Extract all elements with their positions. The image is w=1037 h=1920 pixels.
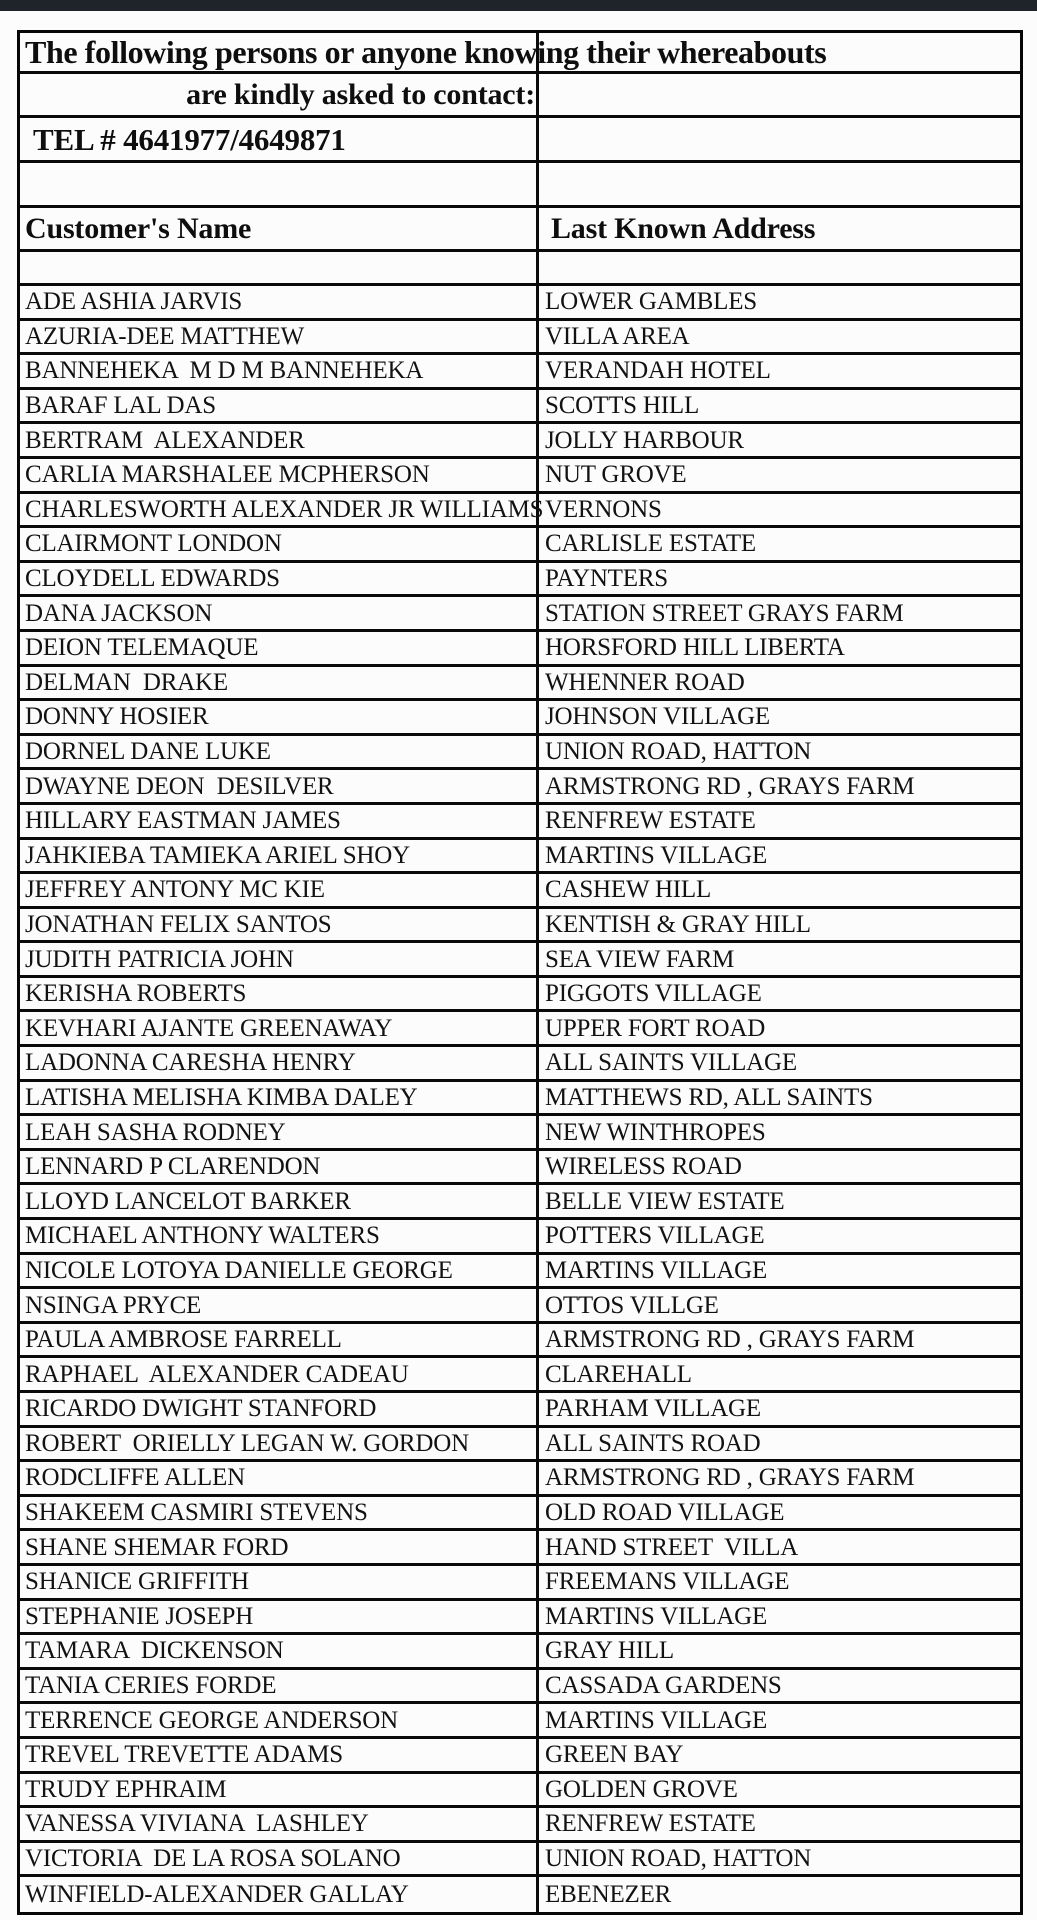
table-row xyxy=(20,736,1020,771)
customer-name: BANNEHEKA M D M BANNEHEKA xyxy=(25,357,424,385)
last-known-address-cell xyxy=(539,874,1020,906)
customer-name: KEVHARI AJANTE GREENAWAY xyxy=(25,1014,393,1042)
customer-name: NSINGA PRYCE xyxy=(25,1291,202,1319)
customer-name-cell xyxy=(20,1635,539,1667)
customer-name-cell xyxy=(20,1670,539,1702)
customer-name: DONNY HOSIER xyxy=(25,703,209,731)
blank-row xyxy=(20,163,1020,208)
empty-cell xyxy=(539,252,1020,283)
last-known-address: WIRELESS ROAD xyxy=(545,1153,742,1181)
last-known-address: BELLE VIEW ESTATE xyxy=(545,1187,785,1215)
customer-name-cell xyxy=(20,494,544,526)
empty-cell xyxy=(539,33,1020,71)
last-known-address: JOLLY HARBOUR xyxy=(545,426,744,454)
table-row xyxy=(20,840,1020,875)
customer-name: RODCLIFFE ALLEN xyxy=(25,1464,245,1492)
table-row xyxy=(20,1739,1020,1774)
customer-name: RICARDO DWIGHT STANFORD xyxy=(25,1395,377,1423)
customer-name: TRUDY EPHRAIM xyxy=(25,1775,227,1803)
last-known-address-cell xyxy=(539,1220,1020,1252)
customer-name: SHAKEEM CASMIRI STEVENS xyxy=(25,1499,368,1527)
table-row xyxy=(20,1324,1020,1359)
notice-title: The following persons or anyone knowing their whereabouts xyxy=(25,34,827,70)
last-known-address: ARMSTRONG RD , GRAYS FARM xyxy=(545,1464,915,1492)
customer-name: CHARLESWORTH ALEXANDER JR WILLIAMS xyxy=(25,495,544,523)
customer-name: LLOYD LANCELOT BARKER xyxy=(25,1187,351,1215)
last-known-address: ALL SAINTS VILLAGE xyxy=(545,1049,797,1077)
table-row xyxy=(20,321,1020,356)
last-known-address: UNION ROAD, HATTON xyxy=(545,738,812,766)
customer-name-cell xyxy=(20,1358,539,1390)
customer-name: RAPHAEL ALEXANDER CADEAU xyxy=(25,1360,409,1388)
customer-name-cell xyxy=(20,667,539,699)
customer-name-cell xyxy=(20,701,539,733)
table-row xyxy=(20,1497,1020,1532)
customer-name-cell xyxy=(20,1877,539,1912)
last-known-address-cell xyxy=(539,1082,1020,1114)
table-row xyxy=(20,459,1020,494)
customer-name-cell xyxy=(20,1566,539,1598)
last-known-address: HAND STREET VILLA xyxy=(545,1533,799,1561)
customer-name: BERTRAM ALEXANDER xyxy=(25,426,305,454)
table-row xyxy=(20,770,1020,805)
customer-name: TANIA CERIES FORDE xyxy=(25,1672,277,1700)
customer-name: LADONNA CARESHA HENRY xyxy=(25,1049,356,1077)
customer-name-cell xyxy=(20,1047,539,1079)
customer-name-cell xyxy=(20,1462,539,1494)
customer-name-cell xyxy=(20,1808,539,1840)
column-header-last-known-address-cell xyxy=(539,208,1020,249)
customer-rows xyxy=(20,286,1020,1912)
customer-name: MICHAEL ANTHONY WALTERS xyxy=(25,1222,380,1250)
table-row xyxy=(20,1047,1020,1082)
table-row xyxy=(20,1393,1020,1428)
last-known-address-cell xyxy=(539,805,1020,837)
customer-name-cell xyxy=(20,1704,539,1736)
customer-name-cell xyxy=(20,805,539,837)
table-row xyxy=(20,390,1020,425)
last-known-address-cell xyxy=(539,355,1020,387)
whereabouts-notice-table xyxy=(17,30,1023,1915)
customer-name-cell xyxy=(20,1497,539,1529)
customer-name: ADE ASHIA JARVIS xyxy=(25,288,243,316)
customer-name-cell xyxy=(20,1116,539,1148)
customer-name-cell xyxy=(20,286,539,318)
customer-name-cell xyxy=(20,736,539,768)
table-row xyxy=(20,1358,1020,1393)
table-row xyxy=(20,528,1020,563)
notice-phone-row xyxy=(20,118,1020,163)
notice-title-cell xyxy=(20,33,827,71)
table-row xyxy=(20,1774,1020,1809)
last-known-address-cell xyxy=(539,286,1020,318)
customer-name: AZURIA-DEE MATTHEW xyxy=(25,322,304,350)
customer-name-cell xyxy=(20,1151,539,1183)
last-known-address-cell xyxy=(539,597,1020,629)
customer-name-cell xyxy=(20,424,539,456)
last-known-address-cell xyxy=(539,1601,1020,1633)
customer-name-cell xyxy=(20,943,539,975)
last-known-address: OTTOS VILLGE xyxy=(545,1291,719,1319)
last-known-address: VERANDAH HOTEL xyxy=(545,357,771,385)
last-known-address: GRAY HILL xyxy=(545,1637,674,1665)
notice-title-row xyxy=(20,33,1020,74)
last-known-address-cell xyxy=(539,1808,1020,1840)
last-known-address-cell xyxy=(539,1255,1020,1287)
customer-name: VICTORIA DE LA ROSA SOLANO xyxy=(25,1845,401,1873)
last-known-address: GREEN BAY xyxy=(545,1741,684,1769)
customer-name-cell xyxy=(20,1531,539,1563)
last-known-address: STATION STREET GRAYS FARM xyxy=(545,599,904,627)
last-known-address-cell xyxy=(539,321,1020,353)
customer-name-cell xyxy=(20,1185,539,1217)
last-known-address-cell xyxy=(539,909,1020,941)
last-known-address: MARTINS VILLAGE xyxy=(545,1256,768,1284)
table-row xyxy=(20,1289,1020,1324)
table-row xyxy=(20,563,1020,598)
last-known-address: CLAREHALL xyxy=(545,1360,692,1388)
customer-name: PAULA AMBROSE FARRELL xyxy=(25,1326,342,1354)
last-known-address: VERNONS xyxy=(545,495,662,523)
customer-name: BARAF LAL DAS xyxy=(25,392,216,420)
last-known-address-cell xyxy=(539,978,1020,1010)
notice-contact-line: are kindly asked to contact: xyxy=(186,77,535,111)
customer-name-cell xyxy=(20,563,539,595)
table-row xyxy=(20,1531,1020,1566)
customer-name-cell xyxy=(20,1774,539,1806)
last-known-address-cell xyxy=(539,1877,1020,1912)
customer-name: LATISHA MELISHA KIMBA DALEY xyxy=(25,1083,418,1111)
customer-name-cell xyxy=(20,1601,539,1633)
customer-name-cell xyxy=(20,390,539,422)
table-row xyxy=(20,1843,1020,1878)
table-row xyxy=(20,424,1020,459)
customer-name: TREVEL TREVETTE ADAMS xyxy=(25,1741,344,1769)
last-known-address: SEA VIEW FARM xyxy=(545,945,735,973)
last-known-address-cell xyxy=(539,840,1020,872)
last-known-address-cell xyxy=(539,1358,1020,1390)
customer-name-cell xyxy=(20,1082,539,1114)
table-row xyxy=(20,1116,1020,1151)
column-header-customer-name-cell xyxy=(20,208,539,249)
last-known-address-cell xyxy=(539,1774,1020,1806)
last-known-address: PARHAM VILLAGE xyxy=(545,1395,761,1423)
last-known-address-cell xyxy=(539,1289,1020,1321)
table-row xyxy=(20,943,1020,978)
table-row xyxy=(20,1808,1020,1843)
last-known-address-cell xyxy=(539,1151,1020,1183)
last-known-address-cell xyxy=(539,1185,1020,1217)
customer-name-cell xyxy=(20,1289,539,1321)
table-row xyxy=(20,632,1020,667)
empty-cell xyxy=(539,74,1020,115)
last-known-address-cell xyxy=(539,1428,1020,1460)
last-known-address-cell xyxy=(539,667,1020,699)
table-row xyxy=(20,805,1020,840)
last-known-address: UPPER FORT ROAD xyxy=(545,1014,766,1042)
last-known-address-cell xyxy=(539,1739,1020,1771)
customer-name-cell xyxy=(20,459,539,491)
table-row xyxy=(20,1255,1020,1290)
customer-name-cell xyxy=(20,321,539,353)
customer-name: JONATHAN FELIX SANTOS xyxy=(25,910,332,938)
notice-phone-cell xyxy=(20,118,539,160)
last-known-address: ALL SAINTS ROAD xyxy=(545,1429,761,1457)
table-row xyxy=(20,1428,1020,1463)
last-known-address: CARLISLE ESTATE xyxy=(545,530,756,558)
last-known-address-cell xyxy=(539,1704,1020,1736)
customer-name-cell xyxy=(20,528,539,560)
empty-cell xyxy=(539,118,1020,160)
customer-name: TERRENCE GEORGE ANDERSON xyxy=(25,1706,398,1734)
table-row xyxy=(20,597,1020,632)
customer-name: JAHKIEBA TAMIEKA ARIEL SHOY xyxy=(25,841,410,869)
table-row xyxy=(20,1670,1020,1705)
customer-name-cell xyxy=(20,355,539,387)
customer-name: DWAYNE DEON DESILVER xyxy=(25,772,334,800)
last-known-address-cell xyxy=(539,632,1020,664)
customer-name: DELMAN DRAKE xyxy=(25,668,228,696)
customer-name: SHANE SHEMAR FORD xyxy=(25,1533,289,1561)
empty-cell xyxy=(20,163,539,205)
table-row xyxy=(20,1635,1020,1670)
last-known-address: PIGGOTS VILLAGE xyxy=(545,980,762,1008)
customer-name-cell xyxy=(20,909,539,941)
column-header-customer-name: Customer's Name xyxy=(25,211,252,245)
customer-name: JEFFREY ANTONY MC KIE xyxy=(25,876,325,904)
last-known-address: UNION ROAD, HATTON xyxy=(545,1845,812,1873)
customer-name-cell xyxy=(20,1220,539,1252)
last-known-address-cell xyxy=(539,701,1020,733)
last-known-address: MARTINS VILLAGE xyxy=(545,1602,768,1630)
table-row xyxy=(20,874,1020,909)
last-known-address-cell xyxy=(539,528,1020,560)
table-row xyxy=(20,978,1020,1013)
customer-name: KERISHA ROBERTS xyxy=(25,980,247,1008)
customer-name-cell xyxy=(20,1324,539,1356)
customer-name: DANA JACKSON xyxy=(25,599,213,627)
notice-phone-number: TEL # 4641977/4649871 xyxy=(33,121,346,157)
last-known-address-cell xyxy=(539,1393,1020,1425)
last-known-address-cell xyxy=(539,1531,1020,1563)
table-row xyxy=(20,667,1020,702)
last-known-address-cell xyxy=(539,563,1020,595)
table-row xyxy=(20,1704,1020,1739)
last-known-address: JOHNSON VILLAGE xyxy=(545,703,771,731)
last-known-address: FREEMANS VILLAGE xyxy=(545,1568,790,1596)
last-known-address-cell xyxy=(539,494,1020,526)
last-known-address-cell xyxy=(539,1012,1020,1044)
customer-name: CLOYDELL EDWARDS xyxy=(25,565,280,593)
last-known-address: POTTERS VILLAGE xyxy=(545,1222,765,1250)
customer-name: LENNARD P CLARENDON xyxy=(25,1153,321,1181)
column-header-last-known-address: Last Known Address xyxy=(551,211,816,245)
last-known-address: RENFREW ESTATE xyxy=(545,807,756,835)
last-known-address-cell xyxy=(539,1462,1020,1494)
customer-name-cell xyxy=(20,1012,539,1044)
table-row xyxy=(20,1220,1020,1255)
customer-name: HILLARY EASTMAN JAMES xyxy=(25,807,341,835)
last-known-address-cell xyxy=(539,943,1020,975)
last-known-address: GOLDEN GROVE xyxy=(545,1775,738,1803)
empty-cell xyxy=(20,252,539,283)
notice-contact-row xyxy=(20,74,1020,118)
customer-name-cell xyxy=(20,632,539,664)
last-known-address: MARTINS VILLAGE xyxy=(545,841,768,869)
customer-name: SHANICE GRIFFITH xyxy=(25,1568,249,1596)
last-known-address: SCOTTS HILL xyxy=(545,392,700,420)
customer-name: CLAIRMONT LONDON xyxy=(25,530,282,558)
last-known-address: KENTISH & GRAY HILL xyxy=(545,910,811,938)
table-row xyxy=(20,909,1020,944)
column-header-row xyxy=(20,208,1020,252)
customer-name: VANESSA VIVIANA LASHLEY xyxy=(25,1810,369,1838)
customer-name: LEAH SASHA RODNEY xyxy=(25,1118,286,1146)
customer-name-cell xyxy=(20,1843,539,1875)
customer-name-cell xyxy=(20,840,539,872)
customer-name-cell xyxy=(20,1393,539,1425)
last-known-address-cell xyxy=(539,459,1020,491)
table-row xyxy=(20,1151,1020,1186)
last-known-address: OLD ROAD VILLAGE xyxy=(545,1499,785,1527)
customer-name: NICOLE LOTOYA DANIELLE GEORGE xyxy=(25,1256,453,1284)
last-known-address: MATTHEWS RD, ALL SAINTS xyxy=(545,1083,873,1111)
customer-name-cell xyxy=(20,1255,539,1287)
table-row xyxy=(20,355,1020,390)
top-bar xyxy=(0,0,1037,11)
table-row xyxy=(20,1566,1020,1601)
customer-name: DEION TELEMAQUE xyxy=(25,634,259,662)
last-known-address-cell xyxy=(539,1670,1020,1702)
table-row xyxy=(20,494,1020,529)
last-known-address: HORSFORD HILL LIBERTA xyxy=(545,634,845,662)
customer-name: WINFIELD-ALEXANDER GALLAY xyxy=(25,1881,409,1909)
table-row xyxy=(20,1012,1020,1047)
customer-name: JUDITH PATRICIA JOHN xyxy=(25,945,294,973)
customer-name: STEPHANIE JOSEPH xyxy=(25,1602,254,1630)
last-known-address-cell xyxy=(539,1497,1020,1529)
last-known-address: VILLA AREA xyxy=(545,322,690,350)
customer-name: CARLIA MARSHALEE MCPHERSON xyxy=(25,461,430,489)
last-known-address: NEW WINTHROPES xyxy=(545,1118,766,1146)
last-known-address-cell xyxy=(539,424,1020,456)
last-known-address-cell xyxy=(539,770,1020,802)
last-known-address-cell xyxy=(539,1566,1020,1598)
customer-name: DORNEL DANE LUKE xyxy=(25,738,271,766)
last-known-address: PAYNTERS xyxy=(545,565,668,593)
table-row xyxy=(20,701,1020,736)
customer-name-cell xyxy=(20,1739,539,1771)
table-row xyxy=(20,1877,1020,1912)
last-known-address-cell xyxy=(539,736,1020,768)
last-known-address: WHENNER ROAD xyxy=(545,668,745,696)
customer-name-cell xyxy=(20,770,539,802)
last-known-address-cell xyxy=(539,1324,1020,1356)
customer-name: TAMARA DICKENSON xyxy=(25,1637,284,1665)
last-known-address-cell xyxy=(539,1116,1020,1148)
last-known-address: CASHEW HILL xyxy=(545,876,712,904)
customer-name: ROBERT ORIELLY LEGAN W. GORDON xyxy=(25,1429,469,1457)
last-known-address-cell xyxy=(539,390,1020,422)
table-row xyxy=(20,1082,1020,1117)
table-row xyxy=(20,1601,1020,1636)
last-known-address: ARMSTRONG RD , GRAYS FARM xyxy=(545,772,915,800)
table-row xyxy=(20,286,1020,321)
last-known-address: EBENEZER xyxy=(545,1881,672,1909)
last-known-address: MARTINS VILLAGE xyxy=(545,1706,768,1734)
blank-row xyxy=(20,252,1020,286)
customer-name-cell xyxy=(20,597,539,629)
last-known-address: RENFREW ESTATE xyxy=(545,1810,756,1838)
notice-contact-cell xyxy=(20,74,539,115)
last-known-address-cell xyxy=(539,1635,1020,1667)
last-known-address-cell xyxy=(539,1047,1020,1079)
last-known-address: CASSADA GARDENS xyxy=(545,1672,782,1700)
last-known-address: ARMSTRONG RD , GRAYS FARM xyxy=(545,1326,915,1354)
empty-cell xyxy=(539,163,1020,205)
customer-name-cell xyxy=(20,978,539,1010)
customer-name-cell xyxy=(20,874,539,906)
table-row xyxy=(20,1462,1020,1497)
last-known-address: LOWER GAMBLES xyxy=(545,288,757,316)
table-row xyxy=(20,1185,1020,1220)
customer-name-cell xyxy=(20,1428,539,1460)
last-known-address: NUT GROVE xyxy=(545,461,687,489)
last-known-address-cell xyxy=(539,1843,1020,1875)
